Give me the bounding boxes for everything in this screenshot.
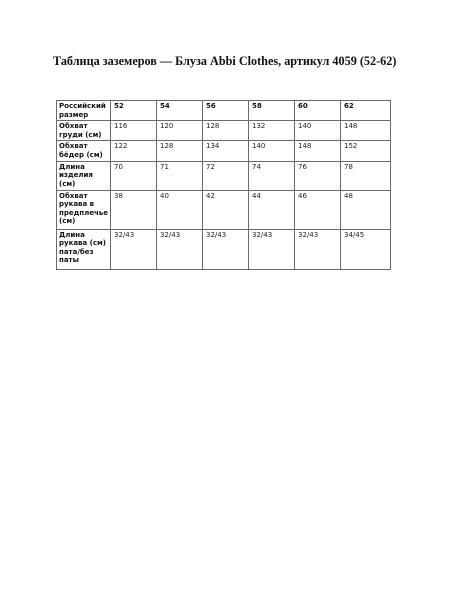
table-cell: 70 — [111, 161, 157, 190]
table-cell: 78 — [341, 161, 391, 190]
table-cell: 132 — [249, 121, 295, 141]
header-size-cell: 52 — [111, 101, 157, 121]
table-cell: 134 — [203, 141, 249, 161]
table-cell: 42 — [203, 190, 249, 229]
table-cell: 32/43 — [111, 229, 157, 269]
table-cell: 32/43 — [249, 229, 295, 269]
document-title: Таблица заземеров — Блуза Abbi Clothes, артикул 4059 (52-62) — [53, 54, 397, 68]
row-label-cell: Обхват рукава в предплечье (см) — [57, 190, 111, 229]
table-cell: 32/43 — [157, 229, 203, 269]
row-label-cell: Обхват груди (см) — [57, 121, 111, 141]
table-cell: 40 — [157, 190, 203, 229]
header-size-cell: 60 — [295, 101, 341, 121]
table-cell: 128 — [157, 141, 203, 161]
header-size-cell: 58 — [249, 101, 295, 121]
table-cell: 34/45 — [341, 229, 391, 269]
table-cell: 38 — [111, 190, 157, 229]
table-cell: 120 — [157, 121, 203, 141]
table-cell: 46 — [295, 190, 341, 229]
table-cell: 128 — [203, 121, 249, 141]
table-row-chest — [57, 121, 391, 141]
table-cell: 72 — [203, 161, 249, 190]
header-size-cell: 54 — [157, 101, 203, 121]
header-size-cell: 56 — [203, 101, 249, 121]
header-label-cell: Российский размер — [57, 101, 111, 121]
header-size-cell: 62 — [341, 101, 391, 121]
table-cell: 32/43 — [203, 229, 249, 269]
size-table — [56, 100, 391, 270]
table-row-forearm — [57, 190, 391, 229]
table-cell: 76 — [295, 161, 341, 190]
table-cell: 71 — [157, 161, 203, 190]
table-cell: 148 — [341, 121, 391, 141]
table-cell: 140 — [249, 141, 295, 161]
table-cell: 148 — [295, 141, 341, 161]
table-cell: 140 — [295, 121, 341, 141]
table-cell: 116 — [111, 121, 157, 141]
table-cell: 44 — [249, 190, 295, 229]
table-cell: 74 — [249, 161, 295, 190]
row-label-cell: Длина изделия (см) — [57, 161, 111, 190]
row-label-cell: Длина рукава (см) пата/без паты — [57, 229, 111, 269]
table-cell: 32/43 — [295, 229, 341, 269]
table-row-hips — [57, 141, 391, 161]
table-row-sleeve — [57, 229, 391, 269]
table-cell: 122 — [111, 141, 157, 161]
row-label-cell: Обхват бёдер (см) — [57, 141, 111, 161]
table-cell: 152 — [341, 141, 391, 161]
table-header-row — [57, 101, 391, 121]
table-row-length — [57, 161, 391, 190]
table-cell: 48 — [341, 190, 391, 229]
